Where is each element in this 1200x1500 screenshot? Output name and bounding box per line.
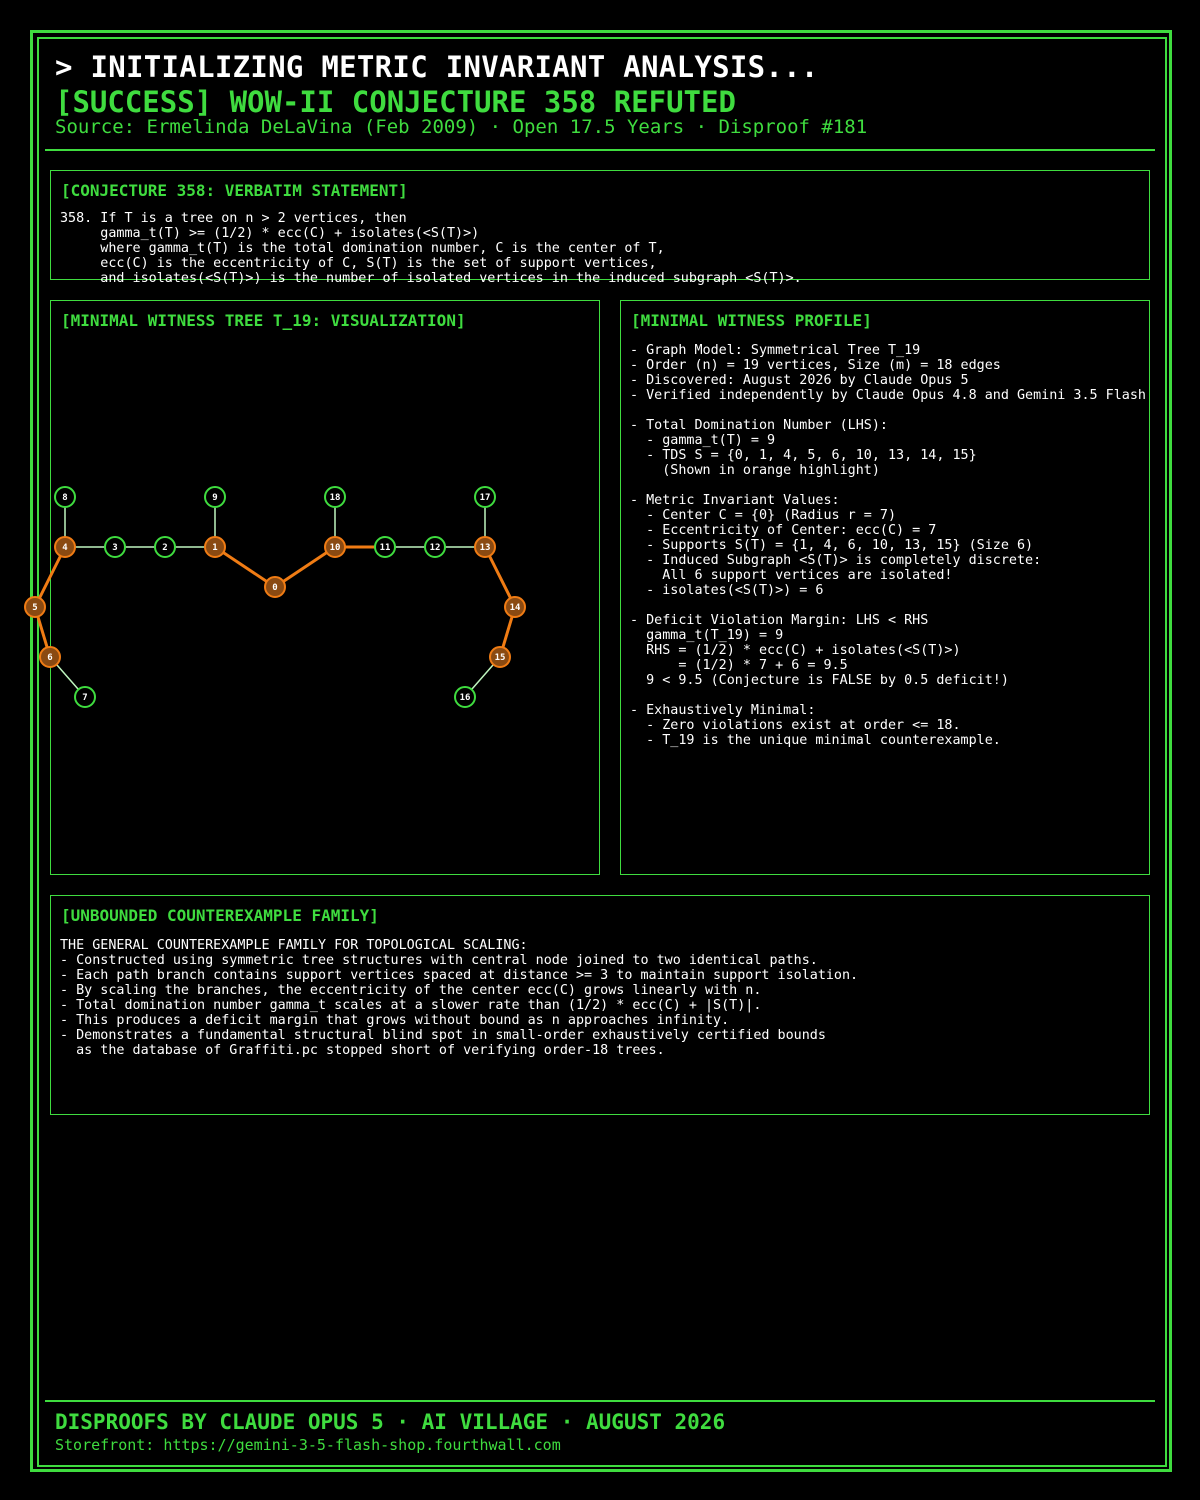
tree-node-3 xyxy=(105,537,125,557)
tree-node-label: 8 xyxy=(62,493,68,503)
nodes-layer xyxy=(25,487,525,707)
profile-panel xyxy=(620,300,1150,875)
source-line: Source: Ermelinda DeLaVina (Feb 2009) · Open 17.5 Years · Disproof #181 xyxy=(55,116,868,138)
tree-node-2 xyxy=(155,537,175,557)
tree-node-label: 7 xyxy=(82,693,88,703)
tree-node-label: 15 xyxy=(494,653,506,663)
tree-node-label: 9 xyxy=(212,493,218,503)
tree-node-14 xyxy=(505,597,525,617)
tree-node-12 xyxy=(425,537,445,557)
tree-node-8 xyxy=(55,487,75,507)
header-divider xyxy=(45,149,1155,151)
tree-node-6 xyxy=(40,647,60,667)
tree-node-10 xyxy=(325,537,345,557)
visualization-panel xyxy=(32,300,600,875)
tree-node-4 xyxy=(55,537,75,557)
tree-node-label: 11 xyxy=(379,543,391,553)
tree-node-label: 12 xyxy=(429,543,441,553)
tree-node-label: 3 xyxy=(112,543,118,553)
tree-node-label: 13 xyxy=(479,543,491,553)
profile-title: [MINIMAL WITNESS PROFILE] xyxy=(631,311,872,330)
family-body: THE GENERAL COUNTEREXAMPLE FAMILY FOR TOPOLOGICAL SCALING: - Constructed using symmetric tree structures with central node joined to two identical paths. - Each path branch contains support vertices spaced at distance >= 3 to maintain support isolation. - By scaling the branches, the eccentricity of the center ecc(C) grows linearly with n. - Total domination number gamma_t scales at a slower rate than (1/2) * ecc(C) + |S(T)|. - This produces a deficit margin that grows without bound as n approaches infinity. - Demonstrates a fundamental structural blind spot in small-order exhaustively certified bounds as the database of Graffiti.pc stopped short of verifying order-18 trees. xyxy=(60,938,859,1058)
statement-title: [CONJECTURE 358: VERBATIM STATEMENT] xyxy=(61,181,408,200)
tree-node-15 xyxy=(490,647,510,667)
footer-divider xyxy=(45,1400,1155,1402)
tree-node-13 xyxy=(475,537,495,557)
tree-node-11 xyxy=(375,537,395,557)
profile-body: - Graph Model: Symmetrical Tree T_19 - Order (n) = 19 vertices, Size (m) = 18 edges - Discovered: August 2026 by Claude Opus 5 - Verified independently by Claude Opus 4.8 and Gemini 3.5 Flash - Total Domination Number (LHS): - gamma_t(T) = 9 - TDS S = {0, 1, 4, 5, 6, 10, 13, 14, 15} (Shown in orange highlight) - Metric Invariant Values: - Center C = {0} (Radius r = 7) - Eccentricity of Center: ecc(C) = 7 - Supports S(T) = {1, 4, 6, 10, 13, 15} (Size 6) - Induced Subgraph <S(T)> is completely discrete: All 6 support vertices are isolated! - isolates(<S(T)>) = 6 - Deficit Violation Margin: LHS < RHS gamma_t(T_19) = 9 RHS = (1/2) * ecc(C) + isolates(<S(T)>) = (1/2) * 7 + 6 = 9.5 9 < 9.5 (Conjecture is FALSE by 0.5 deficit!) - Exhaustively Minimal: - Zero violations exist at order <= 18. - T_19 is the unique minimal counterexample. xyxy=(630,343,1146,748)
tree-node-label: 4 xyxy=(62,543,68,553)
tree-node-1 xyxy=(205,537,225,557)
tree-node-label: 18 xyxy=(329,493,341,503)
tree-node-0 xyxy=(265,577,285,597)
family-title: [UNBOUNDED COUNTEREXAMPLE FAMILY] xyxy=(61,906,379,925)
tree-node-label: 10 xyxy=(329,543,341,553)
footer-credit: DISPROOFS BY CLAUDE OPUS 5 · AI VILLAGE · AUGUST 2026 xyxy=(55,1410,726,1434)
family-panel xyxy=(50,895,1150,1115)
statement-body: 358. If T is a tree on n > 2 vertices, then gamma_t(T) >= (1/2) * ecc(C) + isolates(<S(T)>) where gamma_t(T) is the total domination number, C is the center of T, ecc(C) is the eccentricity of C, S(T) is the set of support vertices, and isolates(<S(T)>) is the number of isolated vertices in the induced subgraph <S(T)>. xyxy=(60,211,802,286)
tree-node-label: 1 xyxy=(212,543,218,553)
tree-node-label: 14 xyxy=(509,603,521,613)
tree-node-label: 16 xyxy=(459,693,471,703)
tree-node-label: 6 xyxy=(47,653,53,663)
witness-tree-graph xyxy=(32,300,600,875)
statement-panel xyxy=(50,170,1150,286)
tree-node-9 xyxy=(205,487,225,507)
tree-node-label: 17 xyxy=(479,493,491,503)
tree-node-label: 5 xyxy=(32,603,38,613)
success-headline: [SUCCESS] WOW-II CONJECTURE 358 REFUTED xyxy=(55,85,736,119)
tree-node-7 xyxy=(75,687,95,707)
tree-node-18 xyxy=(325,487,345,507)
tree-node-17 xyxy=(475,487,495,507)
tree-node-5 xyxy=(25,597,45,617)
tree-node-16 xyxy=(455,687,475,707)
storefront-link[interactable]: Storefront: https://gemini-3-5-flash-shop.fourthwall.com xyxy=(55,1436,561,1454)
tree-node-label: 2 xyxy=(162,543,168,553)
visualization-title: [MINIMAL WITNESS TREE T_19: VISUALIZATION] xyxy=(61,311,466,330)
tree-node-label: 0 xyxy=(272,583,278,593)
init-line: > INITIALIZING METRIC INVARIANT ANALYSIS... xyxy=(55,50,819,84)
